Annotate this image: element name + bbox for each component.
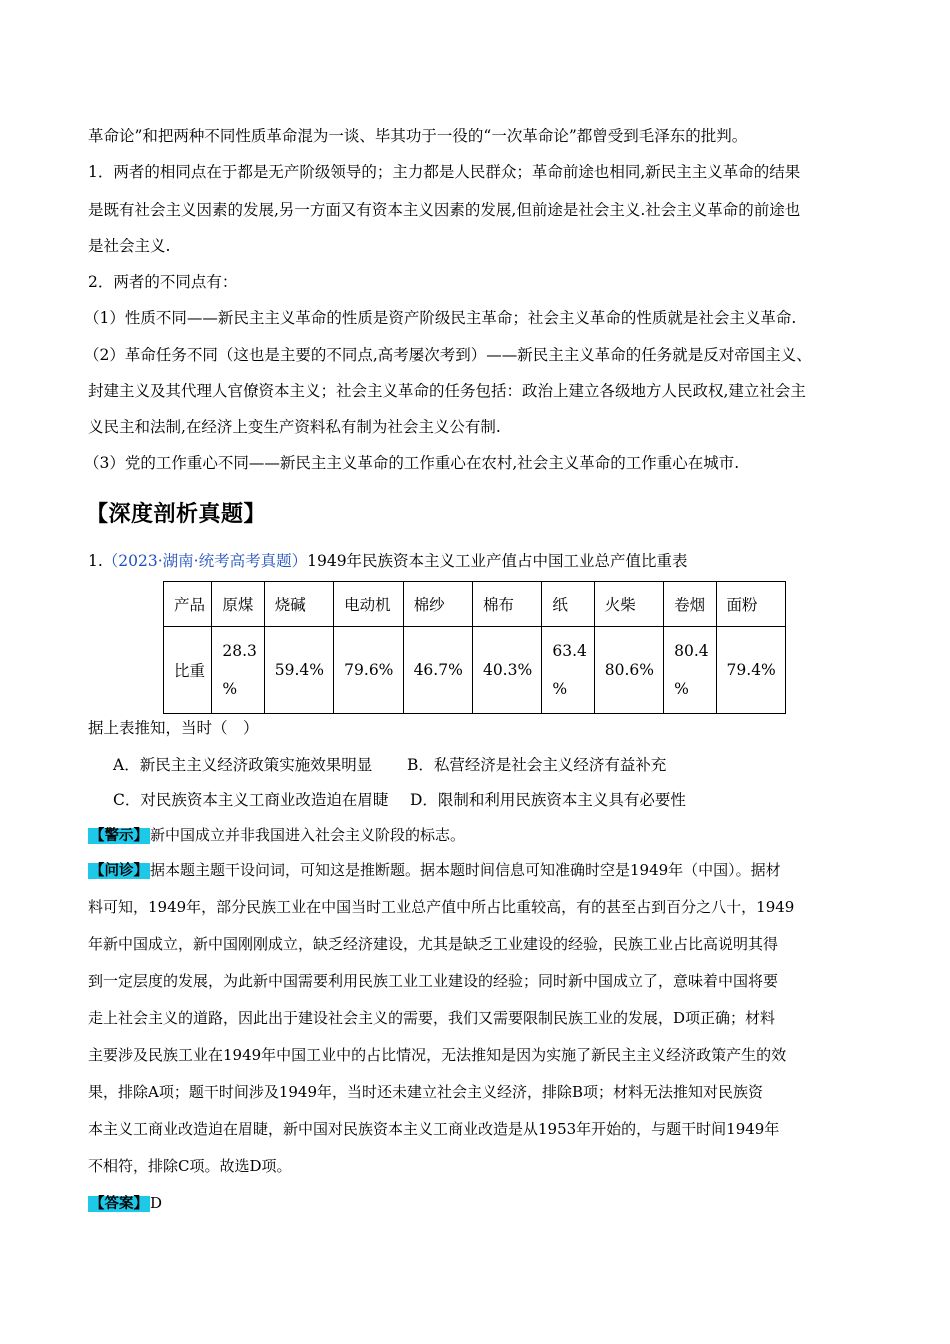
differences-heading: 2．两者的不同点有： <box>88 273 238 291</box>
warning-tag: 【警示】 <box>90 828 148 844</box>
table-cell: 电动机 <box>334 582 403 627</box>
diagnosis-line-9: 不相符，排除C项。故选D项。 <box>88 1157 292 1175</box>
diagnosis-line-7: 果，排除A项；题干时间涉及1949年，当时还未建立社会主义经济，排除B项；材料无法推知对民族资 <box>88 1083 764 1101</box>
question-source-link[interactable]: （2023·湖南·统考高考真题） <box>102 552 308 570</box>
table-cell: 40.3% <box>472 627 541 714</box>
diagnosis-line-5: 走上社会主义的道路，因此出于建设社会主义的需要，我们又需要限制民族工业的发展，D项正确；材料 <box>88 1009 776 1027</box>
difference-task-line-2: 封建主义及其代理人官僚资本主义；社会主义革命的任务包括：政治上建立各级地方人民政权,建立社会主 <box>88 382 806 400</box>
similarities-line-3: 是社会主义. <box>88 237 171 255</box>
similarities-line-1: 1．两者的相同点在于都是无产阶级领导的；主力都是人民群众；革命前途也相同,新民主主义革命的结果 <box>88 163 801 181</box>
table-cell: 棉布 <box>472 582 541 627</box>
option-a: A．新民主主义经济政策实施效果明显 <box>113 756 373 774</box>
table-cell: 79.4% <box>716 627 785 714</box>
diagnosis-line-3: 年新中国成立，新中国刚刚成立，缺乏经济建设，尤其是缺乏工业建设的经验，民族工业占比高说明其得 <box>88 935 779 953</box>
warning-line <box>88 825 465 846</box>
answer-value: D <box>150 1194 163 1212</box>
table-cell: 火柴 <box>594 582 663 627</box>
table-cell: 面粉 <box>716 582 785 627</box>
question-header <box>88 551 688 571</box>
diagnosis-line-2: 料可知，1949年，部分民族工业在中国当时工业总产值中所占比重较高，有的甚至占到百分之八十，1949 <box>88 898 795 916</box>
diagnosis-line-4: 到一定层度的发展，为此新中国需要利用民族工业工业建设的经验；同时新中国成立了，意味着中国将要 <box>88 972 779 990</box>
table-cell: 卷烟 <box>664 582 716 627</box>
section-title: 【深度剖析真题】 <box>86 502 267 527</box>
question-prompt: 据上表推知，当时（ ） <box>88 719 259 737</box>
table-row <box>164 582 786 627</box>
answer-line <box>88 1193 162 1214</box>
diagnosis-tag: 【问诊】 <box>90 863 148 879</box>
similarities-line-2: 是既有社会主义因素的发展,另一方面又有资本主义因素的发展,但前途是社会主义.社会主义革命的前途也 <box>88 201 801 219</box>
table-cell: 棉纱 <box>403 582 472 627</box>
difference-task-line-3: 义民主和法制,在经济上变生产资料私有制为社会主义公有制. <box>88 418 501 436</box>
table-cell: 纸 <box>542 582 594 627</box>
option-b: B．私营经济是社会主义经济有益补充 <box>407 756 667 774</box>
intro-continuation: 革命论”和把两种不同性质革命混为一谈、毕其功于一役的“一次革命论”都曾受到毛泽东的批判。 <box>88 127 748 145</box>
table-cell: 比重 <box>164 627 212 714</box>
difference-task-line-1: （2）革命任务不同（这也是主要的不同点,高考屡次考到）——新民主主义革命的任务就是反对帝国主义、 <box>84 346 812 364</box>
table-cell: 28.3 % <box>212 627 264 714</box>
option-d: D．限制和利用民族资本主义具有必要性 <box>410 791 686 809</box>
diagnosis-line-1: 【问诊】 据本题主题干设问词，可知这是推断题。据本题时间信息可知准确时空是1949年（中国）。据材 <box>90 861 781 879</box>
table-cell: 80.6% <box>594 627 663 714</box>
answer-tag: 【答案】 <box>90 1196 148 1212</box>
question-number: 1. <box>88 552 103 570</box>
table-cell: 原煤 <box>212 582 264 627</box>
table-cell: 产品 <box>164 582 212 627</box>
diagnosis-line-8: 本主义工商业改造迫在眉睫，新中国对民族资本主义工商业改造是从1953年开始的，与题干时间1949年 <box>88 1120 780 1138</box>
table-row <box>164 627 786 714</box>
industry-share-table <box>163 581 786 714</box>
option-c: C．对民族资本主义工商业改造迫在眉睫 <box>113 791 389 809</box>
difference-nature: （1）性质不同——新民主主义革命的性质是资产阶级民主革命；社会主义革命的性质就是社会主义革命. <box>84 309 797 327</box>
difference-focus: （3）党的工作重心不同——新民主主义革命的工作重心在农村,社会主义革命的工作重心在城市. <box>84 454 740 472</box>
diagnosis-line-6: 主要涉及民族工业在1949年中国工业中的占比情况，无法推知是因为实施了新民主主义经济政策产生的效 <box>88 1046 787 1064</box>
table-cell: 80.4 % <box>664 627 716 714</box>
table-cell: 79.6% <box>334 627 403 714</box>
question-stem: 1949年民族资本主义工业产值占中国工业总产值比重表 <box>307 552 688 570</box>
table-cell: 烧碱 <box>264 582 333 627</box>
table-cell: 46.7% <box>403 627 472 714</box>
table-cell: 59.4% <box>264 627 333 714</box>
table-cell: 63.4 % <box>542 627 594 714</box>
warning-text: 新中国成立并非我国进入社会主义阶段的标志。 <box>150 826 466 844</box>
